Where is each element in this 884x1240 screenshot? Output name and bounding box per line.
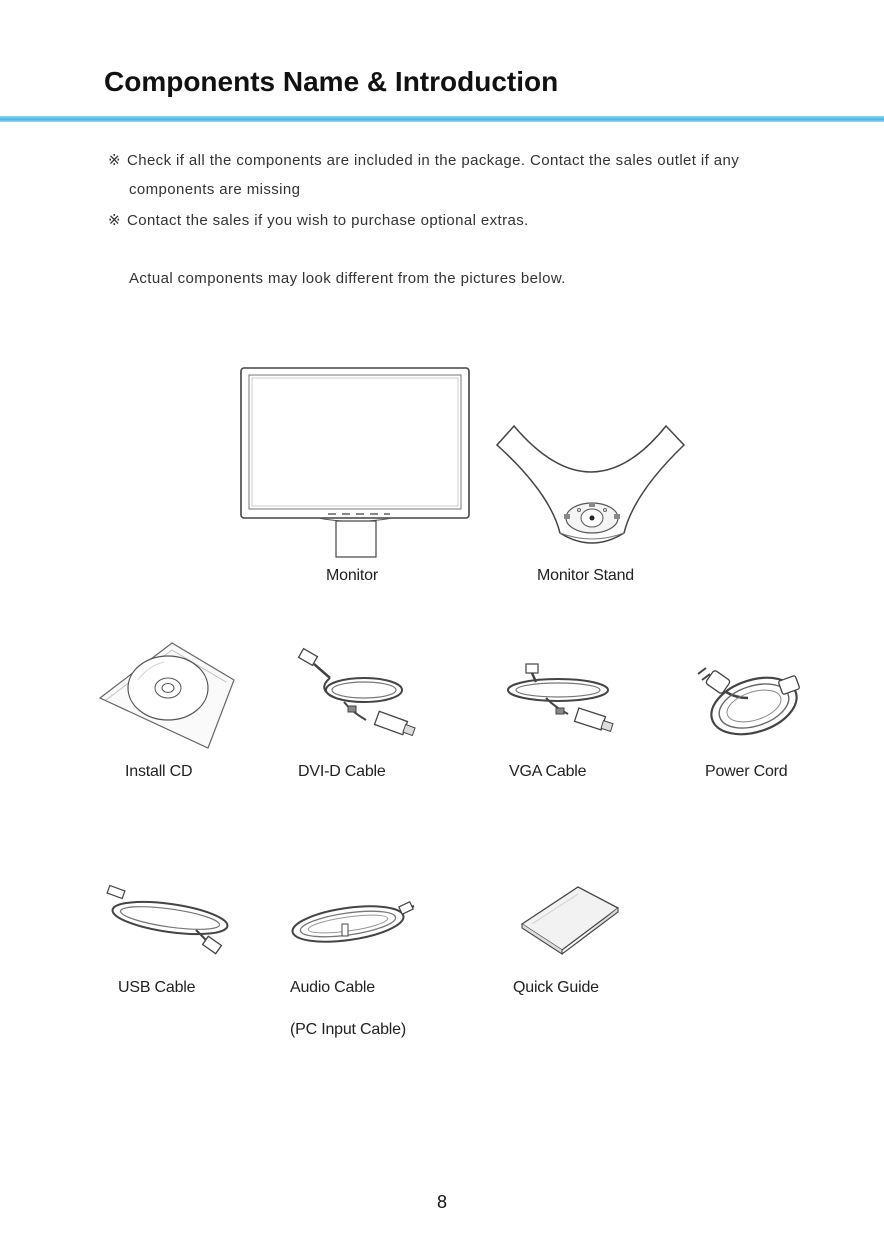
power-cord-illustration: [692, 664, 806, 744]
note-optional-extras: [108, 211, 529, 229]
caption-vga-cable: VGA Cable: [509, 763, 587, 780]
monitor-illustration: [238, 365, 472, 560]
caption-audio-cable-note: (PC Input Cable): [290, 1021, 406, 1038]
note-text: Contact the sales if you wish to purchase optional extras.: [126, 212, 529, 229]
quick-guide-illustration: [518, 884, 622, 958]
vga-cable-illustration: [502, 660, 620, 740]
caption-monitor-stand: Monitor Stand: [537, 567, 635, 584]
caption-dvi-d-cable: DVI-D Cable: [298, 763, 386, 780]
monitor-stand-illustration: [494, 423, 688, 553]
note-check-components-continued: components are missing: [129, 181, 301, 198]
audio-cable-illustration: [288, 894, 424, 950]
caption-monitor: Monitor: [326, 567, 378, 584]
caption-install-cd: Install CD: [125, 763, 193, 780]
page-title: Components Name & Introduction: [104, 66, 559, 97]
caption-power-cord: Power Cord: [705, 763, 788, 780]
note-check-components: [108, 151, 739, 169]
install-cd-illustration: [98, 640, 238, 750]
caption-audio-cable: Audio Cable: [290, 979, 375, 996]
note-text: Check if all the components are included in the package. Contact the sales outlet if any: [126, 152, 740, 169]
page-number: 8: [436, 1192, 447, 1212]
note-actual-components: Actual components may look different from the pictures below.: [129, 270, 566, 287]
reference-mark-icon: ※: [108, 152, 121, 169]
reference-mark-icon: ※: [108, 212, 121, 229]
title-divider: [0, 116, 884, 122]
caption-quick-guide: Quick Guide: [513, 979, 599, 996]
dvi-d-cable-illustration: [296, 646, 426, 746]
caption-usb-cable: USB Cable: [118, 979, 196, 996]
usb-cable-illustration: [104, 882, 234, 958]
